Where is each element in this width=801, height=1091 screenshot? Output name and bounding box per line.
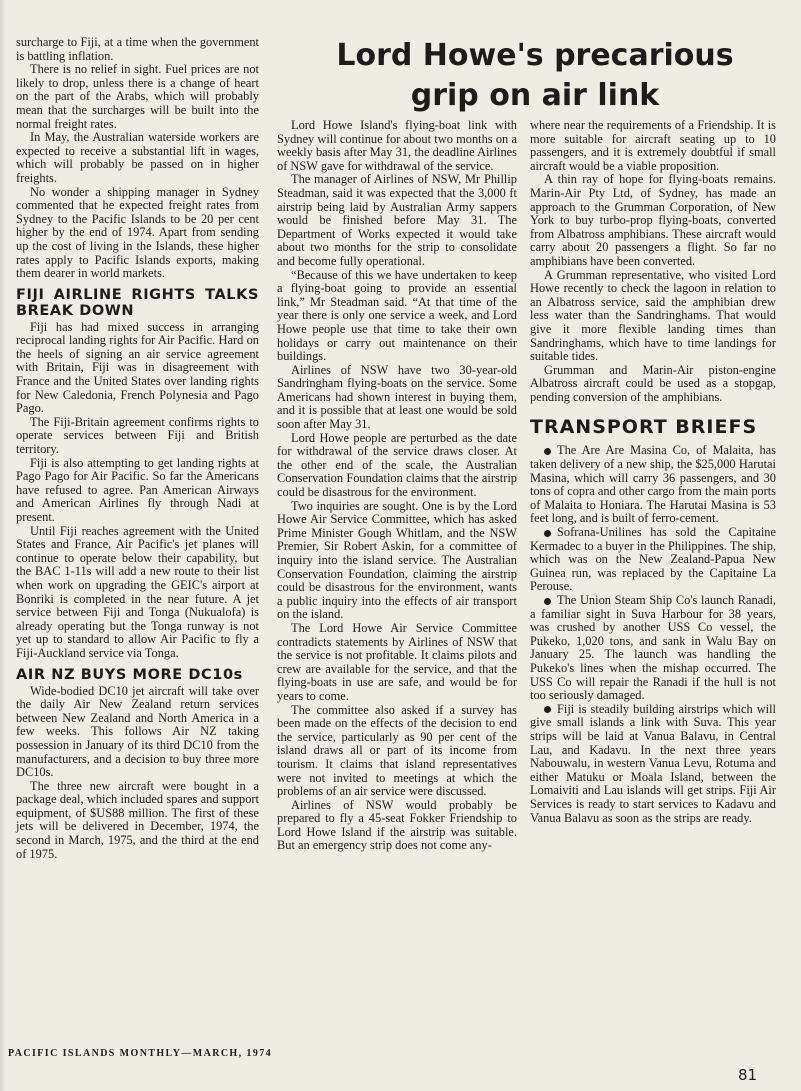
paragraph: Until Fiji reaches agreement with the United States and France, Air Pacific's jet planes will continue to operate below their capability, but the BAC 1-11s will add a new route to their list when work on upgrading the GEIC's airport at Bonriki is completed in the near future. A jet service between Fiji and Tonga (Nukualofa) is already operating but the Tonga runway is not yet up to standard to allow Air Pacific to fly a Fiji-Auckland service via Tonga. — [16, 523, 259, 660]
column-middle — [277, 119, 517, 853]
paragraph: “Because of this we have undertaken to keep a flying-boat going to provide an essential link,” Mr Steadman said. “At that time of the year there is only one service a week, and Lord Howe people use that time to take their own holidays or carry out maintenance on their buildings. — [277, 267, 517, 364]
bullet-icon — [544, 706, 551, 713]
column-left — [16, 36, 259, 861]
brief-item — [530, 526, 776, 594]
air-nz-heading: AIR NZ BUYS MORE DC10s — [16, 666, 243, 683]
paragraph: In May, the Australian waterside workers are expected to receive a substantial lift in wages, which will probably be passed on in higher freights. — [16, 130, 259, 185]
paragraph: where near the requirements of a Friendship. It is more suitable for aircraft seating up to 10 passengers, and it is extremely doubtful if small aircraft would be a viable proposition. — [530, 118, 776, 173]
page-spine-shadow — [0, 0, 6, 1091]
paragraph: Airlines of NSW would probably be prepared to fly a 45-seat Fokker Friendship to Lord Howe Island if the airstrip was suitable. But an emergency strip does not come any- — [277, 797, 517, 853]
brief-item — [530, 703, 776, 825]
bullet-icon — [544, 448, 551, 455]
paragraph: Fiji is also attempting to get landing rights at Pago Pago for Air Pacific. So far the Americans have refused to agree. Pan American Airways and American Airlines fly through Nadi at present. — [16, 455, 259, 524]
paragraph: surcharge to Fiji, at a time when the government is battling inflation. — [16, 35, 259, 63]
paragraph: The manager of Airlines of NSW, Mr Phillip Steadman, said it was expected that the 3,000 ft airstrip being laid by Australian Army sappers would be finished before May 31. The Department of Works expected it would take about two months for the strip to consolidate and become fully operational. — [277, 172, 517, 268]
paragraph: The Fiji-Britain agreement confirms rights to operate services between Fiji and British territory. — [16, 414, 259, 457]
paragraph: A thin ray of hope for flying-boats remains. Marin-Air Pty Ltd, of Sydney, has made an approach to the Grumman Corporation, of New York to buy turbo-prop flying-boats, converted from Albatross amphibians. These aircraft would carry about 20 passengers a flight. So far no amphibians have been converted. — [530, 172, 776, 268]
page-number: 81 — [738, 1066, 758, 1084]
bullet-icon — [544, 530, 551, 537]
paragraph: Grumman and Marin-Air piston-engine Albatross aircraft could be used as a stopgap, pending conversion of the amphibians. — [530, 362, 776, 404]
paragraph: The committee also asked if a survey has been made on the effects of the decision to end the service, particularly as 90 per cent of the island draws all or part of its income from tourism. It claims that island representatives were not invited to meetings at which the problems of an air service were discussed. — [277, 702, 517, 799]
fiji-airline-heading: FIJI AIRLINE RIGHTS TALKS BREAK DOWN — [16, 286, 259, 319]
paragraph: No wonder a shipping manager in Sydney commented that he expected freight rates from Sydney to the Pacific Islands to be 20 per cent higher by the end of 1974. Apart from sending up the cost of living in the Islands, these higher rates apply to Pacific Islands exports, making them dearer in world markets. — [16, 184, 259, 281]
paragraph: Lord Howe Island's flying-boat link with Sydney will continue for about two months on a weekly basis after May 31, the deadline Airlines of NSW gave for withdrawal of the service. — [277, 118, 517, 173]
paragraph: The three new aircraft were bought in a package deal, which included spares and support equipment, of $US88 million. The first of these jets will be delivered in December, 1974, the second in March, 1975, and the third at the end of 1975. — [16, 778, 259, 861]
paragraph: There is no relief in sight. Fuel prices are not likely to drop, unless there is a change of heart on the part of the Arabs, which will probably mean that the surcharges will be built into the normal freight rates. — [16, 62, 259, 131]
paragraph: Two inquiries are sought. One is by the Lord Howe Air Service Committee, which has asked Prime Minister Gough Whitlam, and the NSW Premier, Sir Robert Askin, for a committee of inquiry into the island service. The Australian Conservation Foundation, claiming the airstrip could be disastrous for the environment, wants a public inquiry into the effects of air transport on the island. — [277, 498, 517, 622]
paragraph: Airlines of NSW have two 30-year-old Sandringham flying-boats on the service. Some Americans had shown interest in buying them, and it is possible that at least one would be sold soon after May 31. — [277, 362, 517, 432]
brief-text: The Are Are Masina Co, of Malaita, has taken delivery of a new ship, the $25,000 Harutai Masina, which will carry 36 passengers, and 30 tons of copra and other cargo from the main ports of Malaita to Honiara. The Harutai Masina is 53 feet long, and is built of ferro-cement. — [530, 443, 776, 526]
paragraph: Wide-bodied DC10 jet aircraft will take over the daily Air New Zealand return services between New Zealand and North America in a few weeks. This follows Air NZ taking possession in January of its third DC10 from the manufacturers, and a decision to buy three more DC10s. — [16, 683, 259, 780]
column-right — [530, 119, 776, 825]
paragraph: Fiji has had mixed success in arranging reciprocal landing rights for Air Pacific. Hard on the heels of signing an air service agreement with Britain, Fiji was in disagreement with France and the United States over landing rights for New Caledonia, French Polynesia and Pago Pago. — [16, 319, 259, 416]
article-headline: Lord Howe's precarious grip on air link — [336, 38, 734, 113]
brief-text: Sofrana-Unilines has sold the Capitaine Kermadec to a buyer in the Philippines. The ship, which was on the New Zealand-Papua New Guinea run, was replaced by the Capitaine La Perouse. — [530, 525, 776, 594]
paragraph: Lord Howe people are perturbed as the date for withdrawal of the service draws closer. At the other end of the scale, the Australian Conservation Foundation claims that the airstrip could be disastrous for the environment. — [277, 430, 517, 500]
paragraph: The Lord Howe Air Service Committee contradicts statements by Airlines of NSW that the service is not profitable. It claims pilots and crew are available for the service, and that the flying-boats in use are safe, and would be for years to come. — [277, 620, 517, 703]
brief-item — [530, 594, 776, 703]
bullet-icon — [544, 598, 551, 605]
brief-text: The Union Steam Ship Co's launch Ranadi, a familiar sight in Suva Harbour for 38 years, was crushed by another USS Co vessel, the Pukeko, 1,020 tons, and sank in Walu Bay on January 25. The launch was handling the Pukeko's lines when the mishap occurred. The USS Co will repair the Ranadi if the hull is not too seriously damaged. — [530, 593, 776, 703]
brief-item — [530, 444, 776, 526]
paragraph: A Grumman representative, who visited Lord Howe recently to check the lagoon in relation to an Albatross service, said the amphibian drew less water than the Sandringhams. That would give it more flexible landing times than Sandringhams, which have to time landings for suitable tides. — [530, 267, 776, 364]
brief-text: Fiji is steadily building airstrips which will give small islands a link with Suva. This year strips will be laid at Vanua Balavu, in Central Lau, and Kadavu. In the next three years Nabouwalu, in western Vanua Levu, Rotuma and either Matuku or Moala Island, between the Lomaiviti and Lau islands will get strips. Fiji Air Services is ready to start services to Kadavu and Vanua Balavu as soon as the strips are ready. — [530, 701, 776, 825]
publication-footer: PACIFIC ISLANDS MONTHLY—MARCH, 1974 — [8, 1048, 273, 1059]
transport-briefs-heading: TRANSPORT BRIEFS — [530, 416, 758, 439]
